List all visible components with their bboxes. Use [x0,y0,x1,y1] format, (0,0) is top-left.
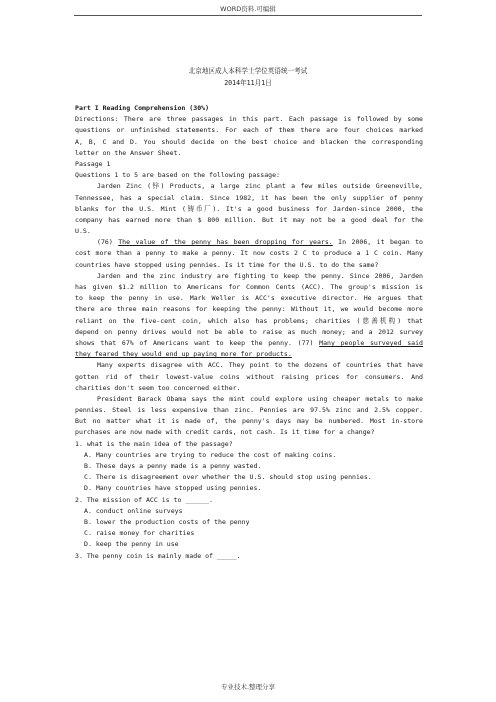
text-line [75,394,423,405]
page-header: WORD资料.可编辑 [220,5,276,13]
line-text: President Barack Obama says the mint could explore using cheaper metals to make [97,394,423,403]
line-text: company has earned more than $ 800 million. But it may not be a good deal for the [75,215,423,224]
answer-option [75,450,423,461]
text-line [75,215,423,226]
text-line [75,114,423,125]
line-text: Jarden and the zinc industry are fighting to keep the penny. Since 2006, Jarden [97,271,423,280]
line-text: Part I Reading Comprehension (30%) [75,104,210,112]
text-line [75,416,423,427]
line-text: has given $1.2 million to Americans for Common Cents (ACC). The group's mission is [75,283,423,291]
exam-date: 2014年11月1日 [224,79,272,87]
line-text: D. Many countries have stopped using pennies. [84,484,262,493]
line-text: gotten rid of their lowest-value coins without raising prices for consumers. And [75,372,423,381]
answer-option [75,528,423,539]
line-text: 2. The mission of ACC is to ______. [75,495,213,504]
line-text: A, B, C and D. You should decide on the best choice and blacken the corresponding [75,137,423,146]
line-text: In 2006, it began to [332,238,423,247]
line-text: 1. what is the main idea of the passage? [75,439,233,448]
line-text: countries have stopped using pennies. Is it time for the U.S. to do the same? [75,260,379,269]
line-text: A. conduct online surveys [84,506,183,515]
line-text: B. These days a penny made is a penny wasted. [84,462,262,470]
text-line [75,293,423,304]
line-text: (76) [97,238,119,247]
text-line [75,327,423,338]
text-line [75,427,423,438]
text-line [75,137,423,148]
text-line [75,372,423,383]
text-line [75,282,423,293]
answer-option [75,483,423,494]
line-text: B. lower the production costs of the penny [84,517,250,526]
page-footer: 专业技术.整理分享 [220,683,276,691]
line-text: Many experts disagree with ACC. They point to the dozens of countries that have [97,361,423,370]
line-text: C. There is disagreement over whether the U.S. should stop using pennies. [84,473,372,482]
text-line [75,170,423,181]
text-line [75,237,423,248]
line-text: reliant on the five-cent coin, which also has problems; charities (慈善机构) that [75,316,423,325]
document-body [75,103,423,562]
text-line [75,148,423,159]
answer-option [75,461,423,472]
text-line [75,204,423,215]
text-line [75,304,423,315]
answer-option [75,506,423,517]
line-text: there are three main reasons for keeping the penny: Without it, we would become more [75,305,423,314]
exam-title: 北京地区成人本科学士学位英语统一考试 [188,67,308,75]
text-line [75,248,423,259]
underlined-sentence: Many people surveyed said [319,338,423,347]
text-line [75,349,423,360]
underlined-sentence: they feared they would end up paying more for products. [75,350,292,359]
text-line [75,383,423,394]
text-line [75,103,423,114]
line-text: Tennessee, has a special claim. Since 1982, it has been the only supplier of penny [75,193,423,202]
line-text: Directions: There are three passages in this part. Each passage is followed by some [75,115,423,124]
text-line [75,360,423,371]
line-text: letter on the Answer Sheet. [75,148,182,157]
line-text: U.S. [75,227,91,236]
underlined-sentence: The value of the penny has been dropping for years. [118,238,333,247]
header-rule [74,15,422,16]
line-text: pennies. Steel is less expensive than zinc. Pennies are 97.5% zinc and 2.5% copper. [75,406,423,415]
text-line [75,495,423,506]
answer-option [75,517,423,528]
text-line [75,226,423,237]
line-text: purchases are now made with credit cards, not cash. Is it time for a change? [75,428,375,437]
line-text: A. Many countries are trying to reduce the cost of making coins. [84,450,337,459]
answer-option [75,539,423,550]
text-line [75,260,423,271]
text-line [75,316,423,327]
line-text: to keep the penny in use. Mark Weller is ACC's executive director. He argues that [75,294,423,303]
text-line [75,181,423,192]
line-text: C. raise money for charities [84,529,195,538]
line-text: D. keep the penny in use [84,540,179,549]
text-line [75,193,423,204]
text-line [75,439,423,450]
line-text: But no matter what it is made of, the penny's days may be numbered. Most in-store [75,417,423,426]
text-line [75,338,423,349]
line-text: questions or unfinished statements. For each of them there are four choices marked [75,126,423,135]
text-line [75,271,423,282]
line-text: depend on penny drives would not be able to raise as much money; and a 2012 survey [75,327,423,336]
answer-option [75,472,423,483]
line-text: charities don't seem too concerned either. [75,383,241,392]
line-text: cost more than a penny to make a penny. It now costs 2 C to produce a 1 C coin. Many [75,249,423,258]
text-line [75,159,423,170]
line-text: Passage 1 [75,159,111,168]
text-line [75,551,423,562]
text-line [75,405,423,416]
text-line [75,125,423,136]
line-text: blanks for the U.S. Mint (铸币厂). It's a good business for Jarden-since 2000, the [75,204,423,213]
line-text: 3. The penny coin is mainly made of _____. [75,551,241,560]
line-text: shows that 67% of Americans want to keep the penny. (77) [75,338,320,347]
line-text: Jarden Zinc (锌) Products, a large zinc plant a few miles outside Greeneville, [97,182,423,191]
line-text: Questions 1 to 5 are based on the following passage: [75,171,280,180]
